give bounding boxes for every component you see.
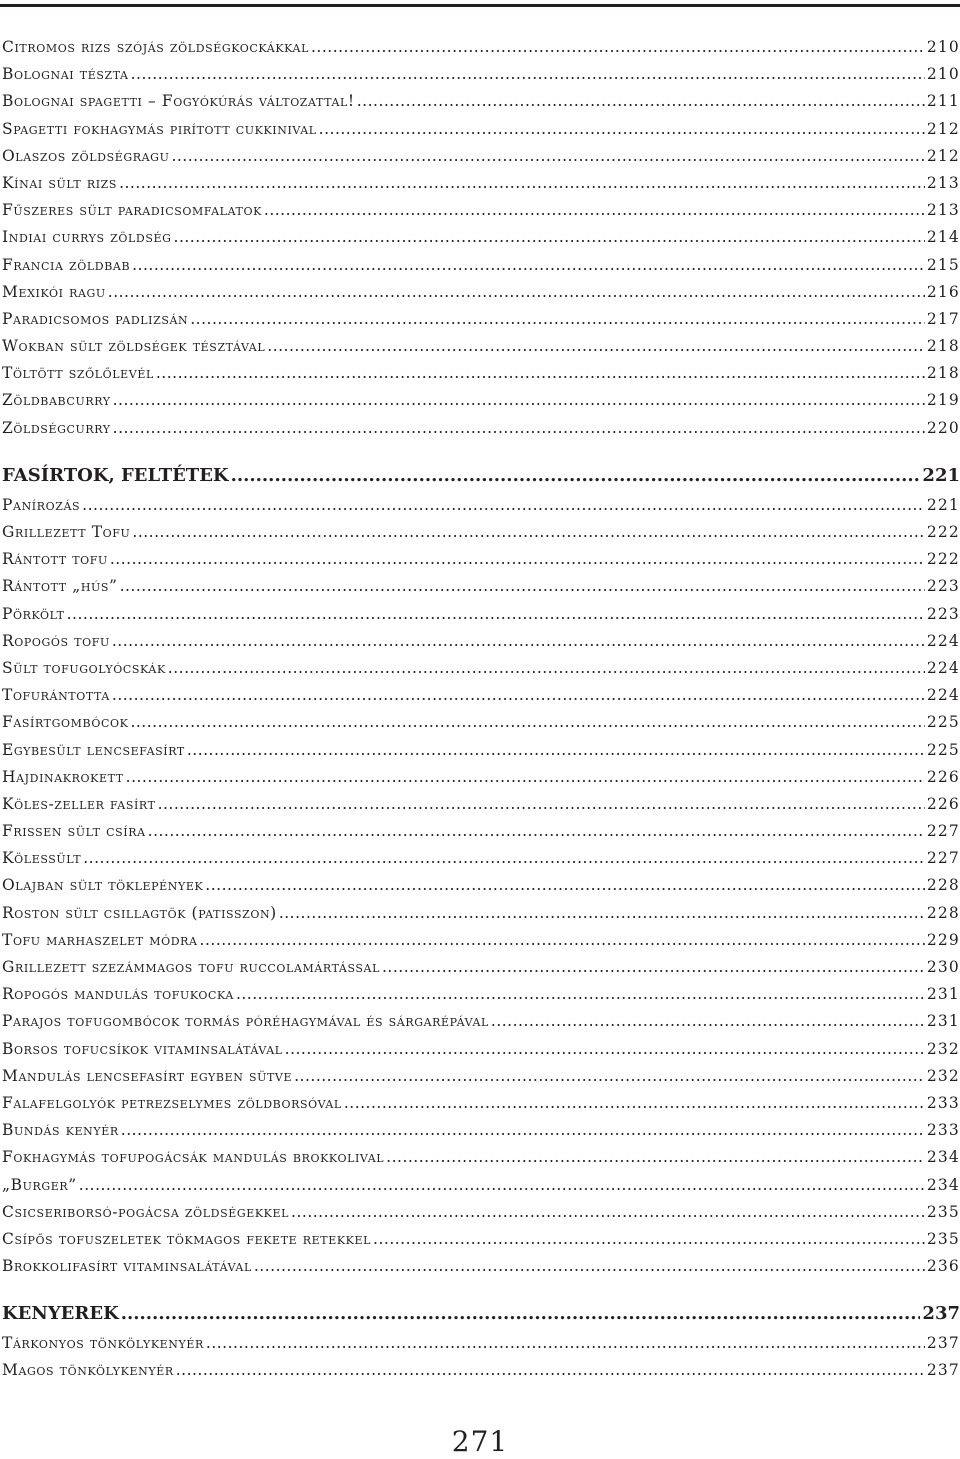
dot-leader bbox=[491, 1008, 925, 1035]
entry-title: Köles-zeller fasírt bbox=[2, 794, 156, 813]
dot-leader bbox=[187, 737, 925, 764]
entry-title: Frissen sült csíra bbox=[2, 822, 146, 841]
toc-entry bbox=[2, 519, 960, 546]
entry-page-number: 210 bbox=[926, 65, 960, 84]
dot-leader bbox=[382, 954, 925, 981]
entry-page-number: 235 bbox=[926, 1202, 960, 1221]
entry-page-number: 221 bbox=[926, 495, 960, 514]
page-number: 271 bbox=[451, 1425, 509, 1458]
section-heading bbox=[2, 460, 960, 492]
entry-page-number: 222 bbox=[926, 550, 960, 569]
dot-leader bbox=[121, 1298, 921, 1330]
entry-page-number: 234 bbox=[926, 1148, 960, 1167]
dot-leader bbox=[200, 927, 925, 954]
entry-page-number: 227 bbox=[926, 822, 960, 841]
dot-leader bbox=[112, 682, 925, 709]
entry-page-number: 234 bbox=[926, 1175, 960, 1194]
dot-leader bbox=[148, 818, 925, 845]
entry-page-number: 237 bbox=[926, 1334, 960, 1353]
dot-leader bbox=[82, 492, 925, 519]
entry-title: Grillezett szezámmagos tofu ruccolamártással bbox=[2, 958, 380, 976]
toc-entry bbox=[2, 900, 960, 927]
entry-page-number: 235 bbox=[926, 1229, 960, 1248]
section-title: FASÍRTOK, FELTÉTEK bbox=[2, 464, 229, 486]
entry-title: Zöldbabcurry bbox=[2, 391, 111, 410]
toc-entry bbox=[2, 333, 960, 360]
entry-page-number: 233 bbox=[926, 1121, 960, 1140]
toc-entry bbox=[2, 709, 960, 736]
toc-entry bbox=[2, 1330, 960, 1357]
entry-title: Tárkonyos tönkölykenyér bbox=[2, 1334, 204, 1353]
entry-title: Bolognai tészta bbox=[2, 65, 129, 84]
entry-page-number: 214 bbox=[926, 228, 960, 247]
entry-title: Roston sült csillagtök (patisszon) bbox=[2, 903, 277, 922]
entry-title: Spagetti fokhagymás pirított cukkinival bbox=[2, 119, 317, 138]
entry-title: Fűszeres sült paradicsomfalatok bbox=[2, 201, 262, 220]
entry-title: Zöldségcurry bbox=[2, 418, 111, 437]
entry-title: Ropogós mandulás tofukocka bbox=[2, 985, 234, 1004]
entry-page-number: 210 bbox=[926, 38, 960, 56]
entry-title: „Burger” bbox=[2, 1175, 77, 1194]
entry-page-number: 226 bbox=[926, 767, 960, 786]
dot-leader bbox=[112, 628, 925, 655]
entry-title: Bolognai spagetti – Fogyókúrás változattal! bbox=[2, 92, 355, 111]
entry-title: Csípős tofuszeletek tökmagos fekete retekkel bbox=[2, 1229, 372, 1248]
dot-leader bbox=[190, 306, 925, 333]
entry-page-number: 225 bbox=[926, 740, 960, 759]
toc-entry bbox=[2, 34, 960, 61]
entry-title: Mandulás lencsefasírt egyben sütve bbox=[2, 1066, 293, 1085]
entry-page-number: 232 bbox=[926, 1066, 960, 1085]
toc-entry bbox=[2, 546, 960, 573]
toc-entry bbox=[2, 682, 960, 709]
toc-entry bbox=[2, 845, 960, 872]
entry-page-number: 226 bbox=[926, 794, 960, 813]
entry-title: Wokban sült zöldségek tésztával bbox=[2, 337, 266, 356]
dot-leader bbox=[168, 655, 925, 682]
entry-title: Borsos tofucsíkok vitaminsalátával bbox=[2, 1039, 283, 1058]
entry-title: Tofurántotta bbox=[2, 686, 110, 705]
dot-leader bbox=[113, 387, 925, 414]
dot-leader bbox=[357, 88, 925, 115]
toc-entry bbox=[2, 1036, 960, 1063]
toc-entry bbox=[2, 492, 960, 519]
toc-entry bbox=[2, 1226, 960, 1253]
entry-title: Magos tönkölykenyér bbox=[2, 1361, 174, 1380]
entry-page-number: 216 bbox=[926, 282, 960, 301]
entry-title: Francia zöldbab bbox=[2, 255, 131, 274]
entry-page-number: 218 bbox=[926, 364, 960, 383]
toc-entry bbox=[2, 360, 960, 387]
section-heading bbox=[2, 1298, 960, 1330]
table-of-contents bbox=[2, 34, 960, 1385]
toc-entry bbox=[2, 88, 960, 115]
entry-page-number: 237 bbox=[926, 1361, 960, 1380]
entry-page-number: 219 bbox=[926, 391, 960, 410]
toc-entry bbox=[2, 1357, 960, 1384]
dot-leader bbox=[174, 224, 925, 251]
toc-entry bbox=[2, 1199, 960, 1226]
entry-title: Grillezett Tofu bbox=[2, 523, 131, 541]
toc-entry bbox=[2, 61, 960, 88]
entry-title: Olaszos zöldségragu bbox=[2, 146, 170, 165]
dot-leader bbox=[236, 981, 925, 1008]
entry-title: Tofu marhaszelet módra bbox=[2, 930, 198, 949]
dot-leader bbox=[113, 415, 925, 442]
entry-title: Bundás kenyér bbox=[2, 1121, 119, 1140]
entry-title: Citromos rizs szójás zöldségkockákkal bbox=[2, 38, 309, 56]
dot-leader bbox=[176, 1357, 925, 1384]
toc-entry bbox=[2, 197, 960, 224]
toc-entry bbox=[2, 601, 960, 628]
dot-leader bbox=[311, 34, 925, 61]
entry-title: Töltött szőlőlevél bbox=[2, 364, 154, 383]
entry-title: Ropogós tofu bbox=[2, 631, 110, 650]
toc-entry bbox=[2, 116, 960, 143]
dot-leader bbox=[132, 252, 925, 279]
entry-page-number: 213 bbox=[926, 201, 960, 220]
entry-title: Sült tofugolyócskák bbox=[2, 658, 166, 677]
toc-entry bbox=[2, 387, 960, 414]
dot-leader bbox=[132, 519, 924, 546]
entry-page-number: 224 bbox=[926, 658, 960, 677]
toc-entry bbox=[2, 818, 960, 845]
dot-leader bbox=[294, 1063, 925, 1090]
toc-entry bbox=[2, 1253, 960, 1280]
entry-page-number: 227 bbox=[926, 849, 960, 868]
dot-leader bbox=[131, 61, 925, 88]
entry-title: Egybesült lencsefasírt bbox=[2, 740, 185, 759]
toc-entry bbox=[2, 655, 960, 682]
dot-leader bbox=[120, 573, 925, 600]
entry-page-number: 211 bbox=[926, 92, 960, 111]
dot-leader bbox=[130, 709, 924, 736]
dot-leader bbox=[156, 360, 925, 387]
dot-leader bbox=[254, 1253, 925, 1280]
entry-title: Mexikói ragu bbox=[2, 282, 106, 301]
entry-page-number: 230 bbox=[926, 958, 960, 976]
entry-page-number: 224 bbox=[926, 631, 960, 650]
dot-leader bbox=[126, 764, 925, 791]
toc-entry bbox=[2, 1117, 960, 1144]
toc-entry bbox=[2, 1144, 960, 1171]
toc-entry bbox=[2, 415, 960, 442]
dot-leader bbox=[158, 791, 925, 818]
section-page-number: 221 bbox=[922, 464, 960, 486]
toc-entry bbox=[2, 143, 960, 170]
toc-entry bbox=[2, 737, 960, 764]
toc-entry bbox=[2, 954, 960, 981]
toc-entry bbox=[2, 872, 960, 899]
entry-page-number: 218 bbox=[926, 337, 960, 356]
dot-leader bbox=[319, 116, 925, 143]
entry-page-number: 223 bbox=[926, 604, 960, 623]
toc-entry bbox=[2, 573, 960, 600]
entry-title: Olajban sült töklepények bbox=[2, 876, 204, 895]
entry-page-number: 215 bbox=[926, 255, 960, 274]
entry-title: Rántott „hús” bbox=[2, 577, 118, 596]
toc-entry bbox=[2, 1063, 960, 1090]
dot-leader bbox=[206, 1330, 925, 1357]
toc-entry bbox=[2, 981, 960, 1008]
toc-entry bbox=[2, 764, 960, 791]
dot-leader bbox=[121, 1117, 925, 1144]
dot-leader bbox=[108, 279, 925, 306]
entry-page-number: 232 bbox=[926, 1039, 960, 1058]
section-page-number: 237 bbox=[922, 1303, 960, 1325]
entry-page-number: 220 bbox=[926, 418, 960, 437]
entry-page-number: 229 bbox=[926, 930, 960, 949]
entry-title: Falafelgolyók petrezselymes zöldborsóval bbox=[2, 1093, 342, 1112]
dot-leader bbox=[83, 845, 925, 872]
toc-entry bbox=[2, 1172, 960, 1199]
entry-title: Panírozás bbox=[2, 495, 81, 514]
entry-title: Indiai currys zöldség bbox=[2, 228, 172, 247]
dot-leader bbox=[279, 900, 925, 927]
toc-entry bbox=[2, 1090, 960, 1117]
dot-leader bbox=[119, 170, 925, 197]
entry-title: Parajos tofugombócok tormás póréhagymával és sárgarépával bbox=[2, 1012, 489, 1031]
entry-title: Kölessült bbox=[2, 849, 82, 868]
dot-leader bbox=[386, 1144, 925, 1171]
entry-page-number: 233 bbox=[926, 1093, 960, 1112]
entry-page-number: 228 bbox=[926, 876, 960, 895]
toc-entry bbox=[2, 279, 960, 306]
dot-leader bbox=[79, 1172, 925, 1199]
toc-entry bbox=[2, 252, 960, 279]
entry-page-number: 231 bbox=[926, 985, 960, 1004]
dot-leader bbox=[291, 1199, 925, 1226]
entry-title: Fokhagymás tofupogácsák mandulás brokkolival bbox=[2, 1148, 385, 1167]
dot-leader bbox=[373, 1226, 925, 1253]
entry-page-number: 212 bbox=[926, 146, 960, 165]
entry-page-number: 225 bbox=[926, 713, 960, 732]
entry-page-number: 212 bbox=[926, 119, 960, 138]
entry-page-number: 231 bbox=[926, 1012, 960, 1031]
toc-entry bbox=[2, 927, 960, 954]
toc-entry bbox=[2, 791, 960, 818]
toc-entry bbox=[2, 306, 960, 333]
toc-entry bbox=[2, 628, 960, 655]
entry-page-number: 223 bbox=[926, 577, 960, 596]
toc-entry bbox=[2, 1008, 960, 1035]
dot-leader bbox=[285, 1036, 925, 1063]
dot-leader bbox=[67, 601, 925, 628]
section-title: KENYEREK bbox=[2, 1303, 119, 1325]
dot-leader bbox=[267, 333, 925, 360]
dot-leader bbox=[110, 546, 925, 573]
entry-title: Paradicsomos padlizsán bbox=[2, 309, 189, 328]
entry-page-number: 228 bbox=[926, 903, 960, 922]
entry-page-number: 213 bbox=[926, 173, 960, 192]
entry-title: Kínai sült rizs bbox=[2, 173, 118, 192]
dot-leader bbox=[344, 1090, 925, 1117]
entry-title: Rántott tofu bbox=[2, 550, 108, 569]
toc-entry bbox=[2, 224, 960, 251]
dot-leader bbox=[205, 872, 925, 899]
dot-leader bbox=[231, 460, 921, 492]
entry-title: Pörkölt bbox=[2, 604, 65, 623]
dot-leader bbox=[171, 143, 924, 170]
entry-title: Fasírtgombócok bbox=[2, 713, 129, 732]
entry-page-number: 224 bbox=[926, 686, 960, 705]
entry-page-number: 236 bbox=[926, 1257, 960, 1276]
entry-title: Brokkolifasírt vitaminsalátával bbox=[2, 1257, 252, 1276]
top-rule bbox=[0, 4, 960, 7]
entry-title: Hajdinakrokett bbox=[2, 767, 124, 786]
entry-page-number: 222 bbox=[926, 523, 960, 541]
entry-page-number: 217 bbox=[926, 309, 960, 328]
toc-entry bbox=[2, 170, 960, 197]
dot-leader bbox=[264, 197, 925, 224]
entry-title: Csicseriborsó-pogácsa zöldségekkel bbox=[2, 1202, 290, 1221]
